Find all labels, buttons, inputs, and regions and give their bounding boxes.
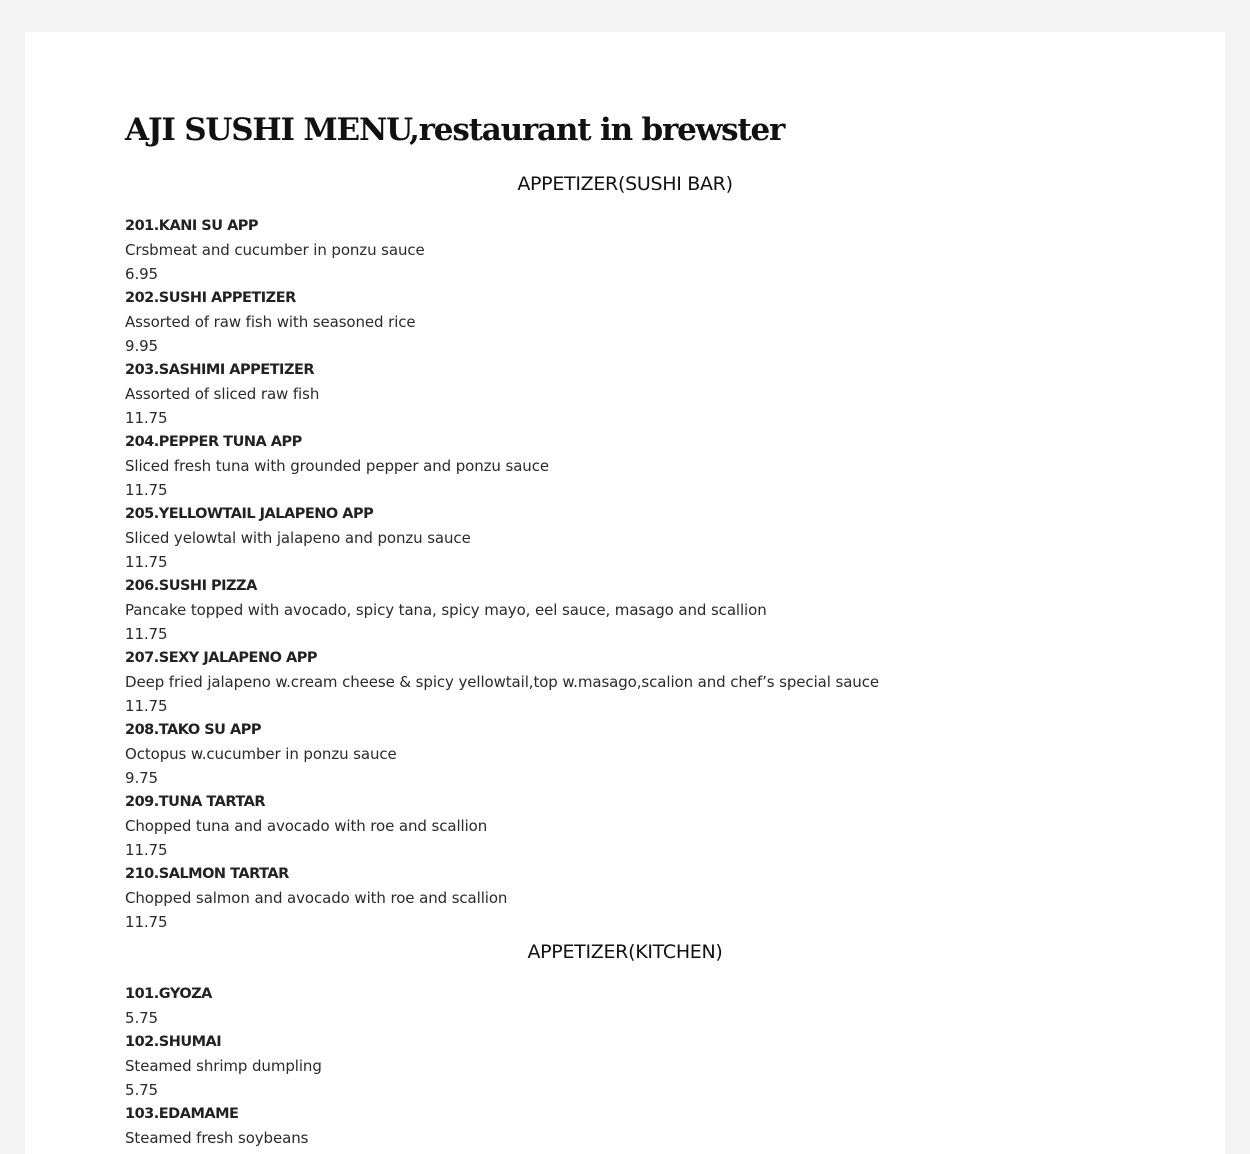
item-price: 11.75 xyxy=(125,625,168,643)
menu-item xyxy=(125,574,1125,646)
item-price: 5.75 xyxy=(125,1081,158,1099)
menu-item xyxy=(125,982,1125,1030)
item-name: 207.SEXY JALAPENO APP xyxy=(125,650,317,666)
item-description: Assorted of sliced raw fish xyxy=(125,385,320,403)
menu-item xyxy=(125,502,1125,574)
item-description: Steamed fresh soybeans xyxy=(125,1129,309,1147)
item-name: 210.SALMON TARTAR xyxy=(125,866,289,882)
section-heading-sushi-bar: APPETIZER(SUSHI BAR) xyxy=(517,173,733,195)
item-price: 11.75 xyxy=(125,697,168,715)
item-name: 208.TAKO SU APP xyxy=(125,722,261,738)
menu-item xyxy=(125,430,1125,502)
item-description: Sliced fresh tuna with grounded pepper and ponzu sauce xyxy=(125,457,549,475)
menu-item xyxy=(125,646,1125,718)
menu-content xyxy=(125,110,1125,1150)
item-description: Assorted of raw fish with seasoned rice xyxy=(125,313,416,331)
item-description: Pancake topped with avocado, spicy tana, spicy mayo, eel sauce, masago and scallion xyxy=(125,601,767,619)
item-name: 206.SUSHI PIZZA xyxy=(125,578,257,594)
item-name: 204.PEPPER TUNA APP xyxy=(125,434,302,450)
item-name: 209.TUNA TARTAR xyxy=(125,794,265,810)
item-name: 101.GYOZA xyxy=(125,986,212,1002)
menu-item xyxy=(125,1102,1125,1150)
item-description: Chopped tuna and avocado with roe and scallion xyxy=(125,817,488,835)
item-price: 11.75 xyxy=(125,409,168,427)
item-price: 11.75 xyxy=(125,913,168,931)
menu-item xyxy=(125,214,1125,286)
item-price: 11.75 xyxy=(125,553,168,571)
item-price: 6.95 xyxy=(125,265,158,283)
item-description: Crsbmeat and cucumber in ponzu sauce xyxy=(125,241,425,259)
item-description: Steamed shrimp dumpling xyxy=(125,1057,322,1075)
item-price: 5.75 xyxy=(125,1009,158,1027)
item-description: Octopus w.cucumber in ponzu sauce xyxy=(125,745,397,763)
item-name: 102.SHUMAI xyxy=(125,1034,222,1050)
item-name: 203.SASHIMI APPETIZER xyxy=(125,362,315,378)
item-description: Deep fried jalapeno w.cream cheese & spicy yellowtail,top w.masago,scalion and chef’s special sauce xyxy=(125,673,879,691)
item-price: 11.75 xyxy=(125,841,168,859)
menu-item xyxy=(125,862,1125,934)
menu-item xyxy=(125,1030,1125,1102)
item-description: Sliced yelowtal with jalapeno and ponzu sauce xyxy=(125,529,471,547)
page-card xyxy=(25,32,1225,1154)
page-title: AJI SUSHI MENU,restaurant in brewster xyxy=(125,112,785,148)
item-price: 9.75 xyxy=(125,769,158,787)
item-name: 202.SUSHI APPETIZER xyxy=(125,290,296,306)
item-name: 205.YELLOWTAIL JALAPENO APP xyxy=(125,506,374,522)
item-price: 11.75 xyxy=(125,481,168,499)
menu-item xyxy=(125,718,1125,790)
item-name: 103.EDAMAME xyxy=(125,1106,239,1122)
menu-item xyxy=(125,286,1125,358)
menu-list-sushi-bar xyxy=(125,214,1125,934)
item-name: 201.KANI SU APP xyxy=(125,218,259,234)
menu-list-kitchen xyxy=(125,982,1125,1150)
item-description: Chopped salmon and avocado with roe and scallion xyxy=(125,889,508,907)
menu-item xyxy=(125,790,1125,862)
section-heading-kitchen: APPETIZER(KITCHEN) xyxy=(527,941,723,963)
item-price: 9.95 xyxy=(125,337,158,355)
menu-item xyxy=(125,358,1125,430)
